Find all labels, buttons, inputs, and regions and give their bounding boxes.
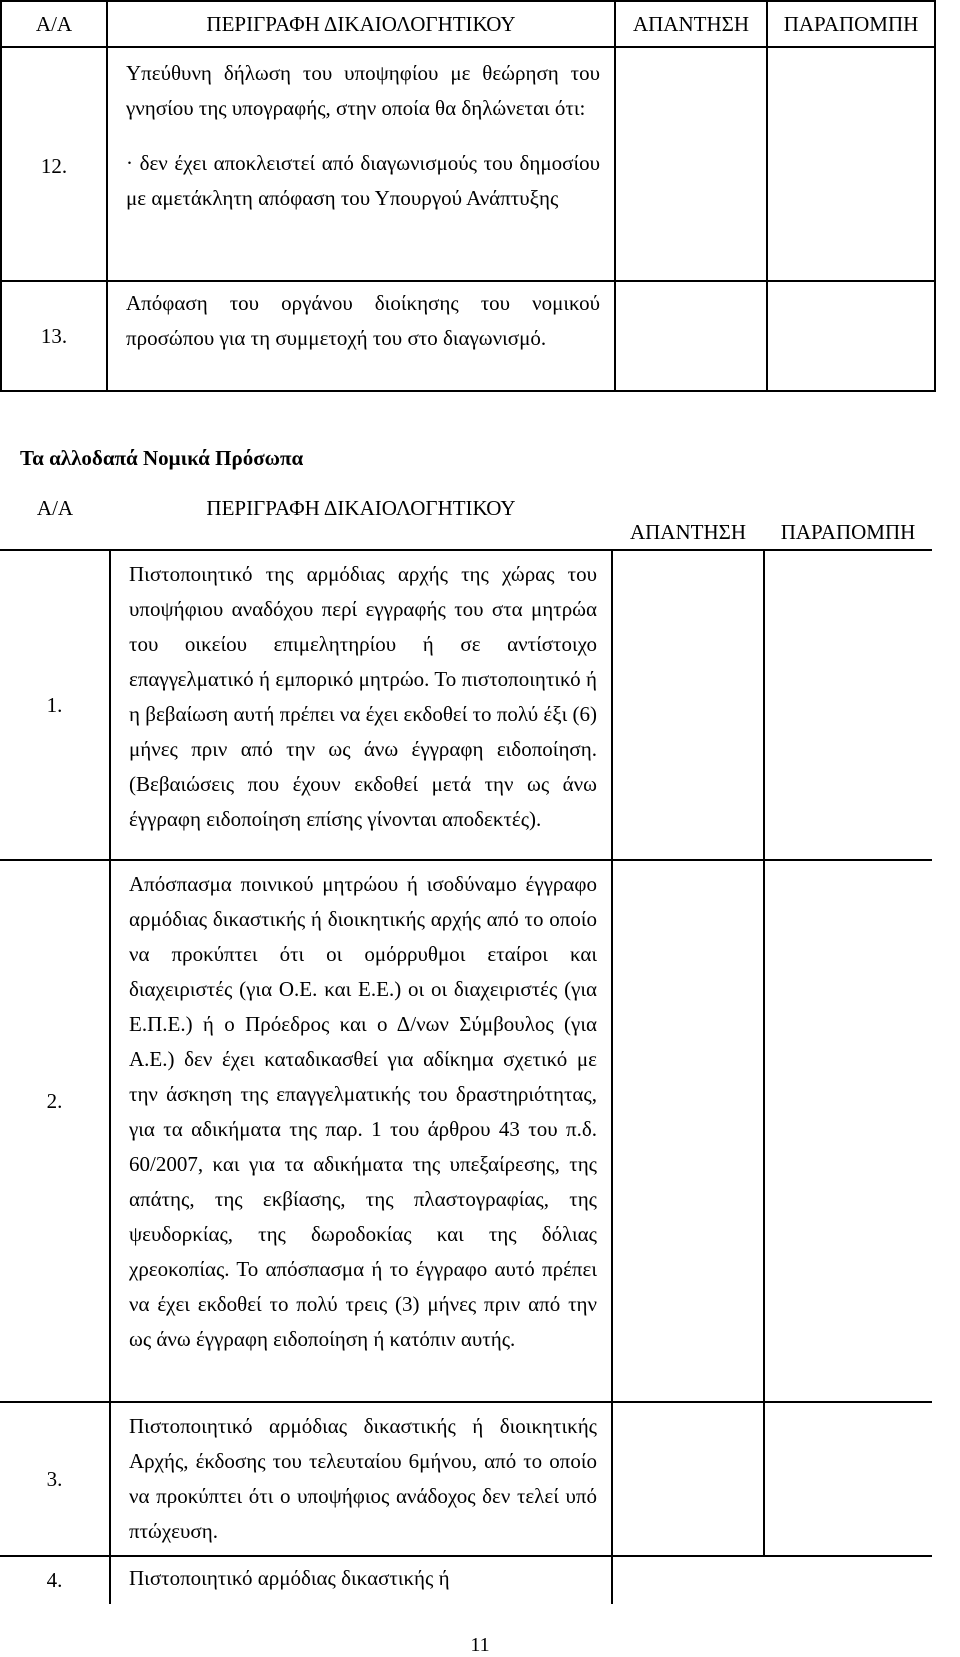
header-description: ΠΕΡΙΓΡΑΦΗ ΔΙΚΑΙΟΛΟΓΗΤΙΚΟΥ — [110, 490, 612, 550]
header-description: ΠΕΡΙΓΡΑΦΗ ΔΙΚΑΙΟΛΟΓΗΤΙΚΟΥ — [107, 1, 615, 47]
answer-cell — [615, 47, 767, 281]
row-number: 3. — [0, 1402, 110, 1556]
table-header-row — [1, 1, 935, 47]
header-answer: ΑΠΑΝΤΗΣΗ — [612, 490, 764, 550]
page-number: 11 — [470, 1634, 490, 1656]
table-row — [0, 1556, 932, 1604]
requirements-table-foreign — [0, 490, 932, 1604]
requirements-table-domestic — [0, 0, 936, 392]
header-reference: ΠΑΡΑΠΟΜΠΗ — [764, 490, 932, 550]
header-reference: ΠΑΡΑΠΟΜΠΗ — [767, 1, 935, 47]
reference-cell — [764, 550, 932, 860]
row-description: Πιστοποιητικό αρμόδιας δικαστικής ή — [110, 1556, 612, 1604]
row-number: 1. — [0, 550, 110, 860]
description-paragraph: Υπεύθυνη δήλωση του υποψηφίου με θεώρηση του γνησίου της υπογραφής, στην οποία θα δηλώνεται ότι: — [126, 61, 600, 120]
answer-cell — [612, 1556, 764, 1604]
row-number: 4. — [0, 1556, 110, 1604]
row-description — [107, 281, 615, 391]
reference-cell — [764, 1402, 932, 1556]
header-answer: ΑΠΑΝΤΗΣΗ — [615, 1, 767, 47]
table-row — [0, 860, 932, 1402]
row-number: 12. — [1, 47, 107, 281]
section-title: Τα αλλοδαπά Νομικά Πρόσωπα — [20, 446, 304, 470]
answer-cell — [615, 281, 767, 391]
answer-cell — [612, 550, 764, 860]
reference-cell — [767, 47, 935, 281]
reference-cell — [764, 860, 932, 1402]
reference-cell — [764, 1556, 932, 1604]
description-paragraph: Απόφαση του οργάνου διοίκησης του νομικού προσώπου για τη συμμετοχή του στο διαγωνισμό. — [126, 291, 600, 350]
table-row — [0, 1402, 932, 1556]
row-description: Απόσπασμα ποινικού μητρώου ή ισοδύναμο έγγραφο αρμόδιας δικαστικής ή διοικητικής αρχής από το οποίο να προκύπτει ότι οι ομόρρυθμοι εταίροι και διαχειριστές (για Ο.Ε. και Ε.Ε.) οι οι διαχειριστές (για Ε.Π.Ε.) ή ο Πρόεδρος και ο Δ/νων Σύμβουλος (για Α.Ε.) δεν έχει καταδικασθεί για αδίκημα σχετικό με την άσκηση της επαγγελματικής του δραστηριότητας, για τα αδικήματα της παρ. 1 του άρθρου 43 του π.δ. 60/2007, και για τα αδικήματα της υπεξαίρεσης, της απάτης, της εκβίασης, της πλαστογραφίας, της ψευδορκίας, της δωροδοκίας και της δόλιας χρεοκοπίας. Το απόσπασμα ή το έγγραφο αυτό πρέπει να έχει εκδοθεί το πολύ τρεις (3) μήνες πριν από την ως άνω έγγραφη ειδοποίηση ή κατόπιν αυτής. — [110, 860, 612, 1402]
table-row — [1, 281, 935, 391]
description-bullet: · δεν έχει αποκλειστεί από διαγωνισμούς του δημοσίου με αμετάκλητη απόφαση του Υπουργού Ανάπτυξης — [126, 151, 600, 210]
answer-cell — [612, 1402, 764, 1556]
answer-cell — [612, 860, 764, 1402]
header-aa: Α/Α — [1, 1, 107, 47]
row-number: 2. — [0, 860, 110, 1402]
table-row — [1, 47, 935, 281]
table-header-row — [0, 490, 932, 550]
header-aa: Α/Α — [0, 490, 110, 550]
row-description — [107, 47, 615, 281]
row-description: Πιστοποιητικό αρμόδιας δικαστικής ή διοικητικής Αρχής, έκδοσης του τελευταίου 6μήνου, από το οποίο να προκύπτει ότι ο υποψήφιος ανάδοχος δεν τελεί υπό πτώχευση. — [110, 1402, 612, 1556]
reference-cell — [767, 281, 935, 391]
row-description: Πιστοποιητικό της αρμόδιας αρχής της χώρας του υποψήφιου αναδόχου περί εγγραφής του στα μητρώα του οικείου επιμελητηρίου ή σε αντίστοιχο επαγγελματικό ή εμπορικό μητρώο. Το πιστοποιητικό ή η βεβαίωση αυτή πρέπει να έχει εκδοθεί το πολύ έξι (6) μήνες πριν από την ως άνω έγγραφη ειδοποίηση. (Βεβαιώσεις που έχουν εκδοθεί μετά την ως άνω έγγραφη ειδοποίηση επίσης γίνονται αποδεκτές). — [110, 550, 612, 860]
table-row — [0, 550, 932, 860]
row-number: 13. — [1, 281, 107, 391]
